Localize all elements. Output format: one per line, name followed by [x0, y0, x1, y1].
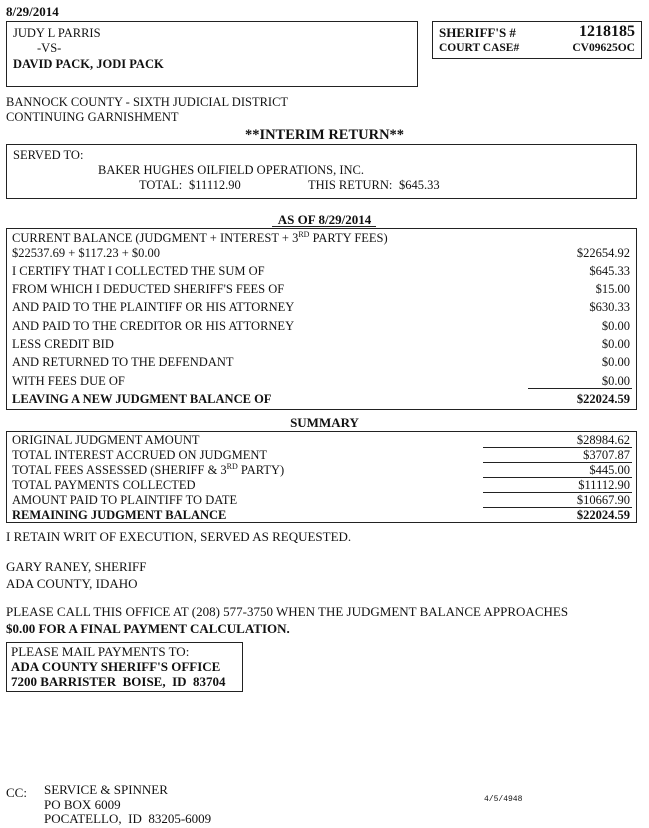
amount-rule	[528, 388, 632, 389]
served-company-name: BAKER HUGHES OILFIELD OPERATIONS, INC.	[98, 163, 364, 177]
court-case-label: COURT CASE#	[439, 42, 520, 54]
balance-row: AND PAID TO THE CREDITOR OR HIS ATTORNEY $0.00	[12, 319, 630, 333]
sheriff-name: GARY RANEY, SHERIFF	[6, 559, 147, 574]
sheriff-case-box	[432, 21, 642, 59]
footer-code: 4/5/4948	[484, 795, 523, 804]
mail-office-address: 7200 BARRISTER BOISE, ID 83704	[11, 674, 226, 689]
as-of-underline	[272, 226, 376, 227]
cc-line1: SERVICE & SPINNER	[44, 782, 168, 797]
served-this-return-label: THIS RETURN:	[308, 178, 393, 192]
court-case-number: CV09625OC	[572, 42, 635, 54]
plaintiff-name: JUDY L PARRIS	[13, 26, 101, 40]
mail-payments-label: PLEASE MAIL PAYMENTS TO:	[11, 644, 190, 659]
as-of-title: AS OF 8/29/2014	[277, 212, 372, 227]
balance-row: AND RETURNED TO THE DEFENDANT $0.00	[12, 355, 630, 369]
summary-row: TOTAL FEES ASSESSED (SHERIFF & 3RD PARTY) $445.00	[12, 461, 630, 477]
balance-row: AND PAID TO THE PLAINTIFF OR HIS ATTORNEY $630.33	[12, 300, 630, 314]
interim-return-title: **INTERIM RETURN**	[244, 127, 405, 143]
current-balance-calc: $22537.69 + $117.23 + $0.00	[12, 246, 161, 260]
retain-writ-statement: I RETAIN WRIT OF EXECUTION, SERVED AS REQUESTED.	[6, 529, 352, 544]
county-district: BANNOCK COUNTY - SIXTH JUDICIAL DISTRICT	[6, 95, 289, 109]
balance-row: I CERTIFY THAT I COLLECTED THE SUM OF $645.33	[12, 264, 630, 278]
summary-row: TOTAL INTEREST ACCRUED ON JUDGMENT $3707.87	[12, 448, 630, 462]
balance-row: FROM WHICH I DEDUCTED SHERIFF'S FEES OF $15.00	[12, 282, 630, 296]
mail-payments-box	[6, 642, 243, 692]
parties-box	[6, 21, 418, 87]
defendant-names: DAVID PACK, JODI PACK	[13, 57, 164, 71]
served-to-label: SERVED TO:	[13, 148, 84, 162]
summary-row: AMOUNT PAID TO PLAINTIFF TO DATE $10667.90	[12, 493, 630, 507]
summary-row: ORIGINAL JUDGMENT AMOUNT $28984.62	[12, 433, 630, 447]
balance-row: WITH FEES DUE OF $0.00	[12, 374, 630, 388]
summary-box	[6, 431, 637, 523]
sheriff-number: 1218185	[579, 23, 635, 40]
document-date: 8/29/2014	[6, 4, 59, 19]
served-total-amount: $11112.90	[189, 178, 241, 192]
new-balance-row: LEAVING A NEW JUDGMENT BALANCE OF $22024.59	[12, 392, 630, 406]
balance-row: LESS CREDIT BID $0.00	[12, 337, 630, 351]
balance-box	[6, 228, 637, 410]
current-balance-amount: $22654.92	[576, 246, 630, 260]
call-notice-line1: PLEASE CALL THIS OFFICE AT (208) 577-3750 WHEN THE JUDGMENT BALANCE APPROACHES	[6, 604, 569, 619]
mail-office-name: ADA COUNTY SHERIFF'S OFFICE	[11, 659, 221, 674]
served-to-box	[6, 144, 637, 199]
cc-line3: POCATELLO, ID 83205-6009	[44, 811, 212, 826]
cc-label: CC:	[6, 785, 27, 800]
current-balance-label: CURRENT BALANCE (JUDGMENT + INTEREST + 3RD PARTY FEES)	[12, 229, 388, 245]
sheriff-number-label: SHERIFF'S #	[439, 25, 516, 40]
sheriff-county: ADA COUNTY, IDAHO	[6, 576, 138, 591]
served-this-return-amount: $645.33	[399, 178, 440, 192]
summary-row-remaining: REMAINING JUDGMENT BALANCE $22024.59	[12, 508, 630, 522]
summary-title: SUMMARY	[290, 415, 359, 430]
summary-row: TOTAL PAYMENTS COLLECTED $11112.90	[12, 478, 630, 492]
served-total-label: TOTAL:	[139, 178, 183, 192]
call-notice-line2: $0.00 FOR A FINAL PAYMENT CALCULATION.	[6, 621, 290, 636]
cc-line2: PO BOX 6009	[44, 797, 121, 812]
versus-text: -VS-	[37, 41, 62, 55]
garnishment-type: CONTINUING GARNISHMENT	[6, 110, 179, 124]
